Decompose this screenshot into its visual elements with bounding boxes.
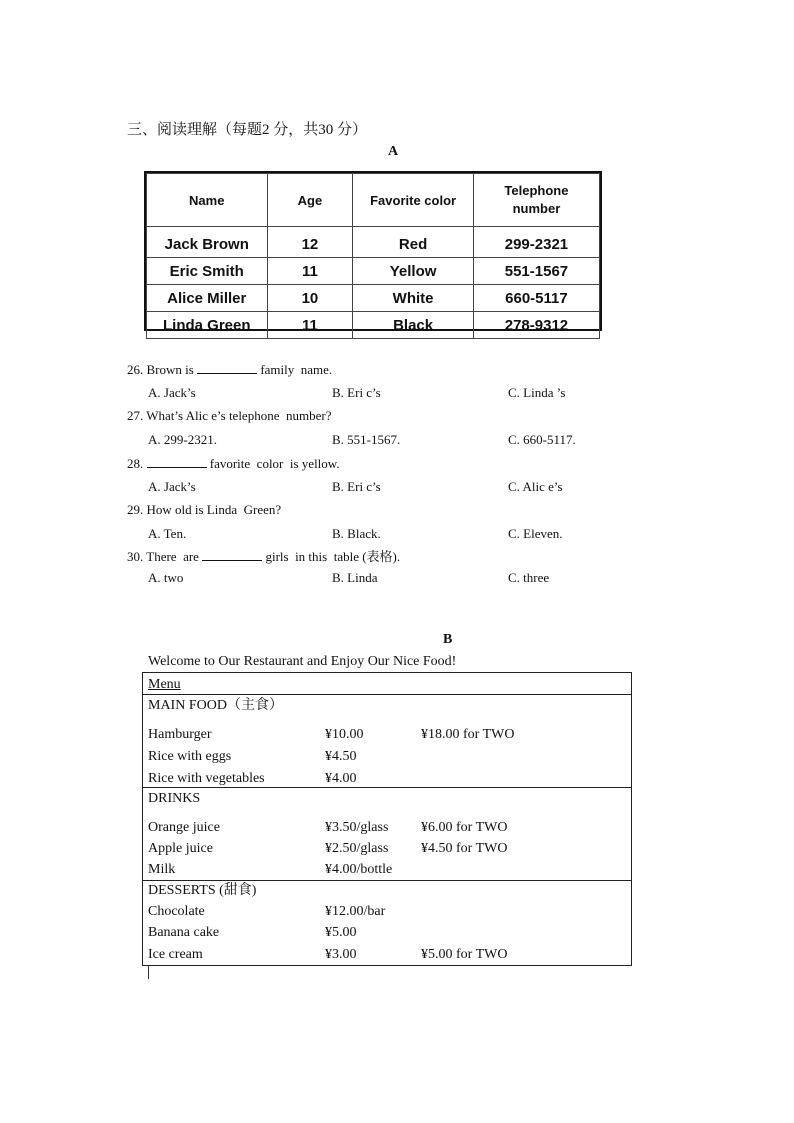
table-header: Favorite color: [353, 174, 474, 227]
menu-item-deal: ¥18.00 for TWO: [421, 727, 515, 742]
option-b: B. 551-1567.: [332, 432, 401, 447]
menu-item-name: Orange juice: [148, 820, 220, 835]
answer-blank: [202, 548, 262, 561]
question-stem: family name.: [257, 362, 333, 377]
menu-item-price: ¥5.00: [325, 925, 357, 940]
menu-item-deal: ¥6.00 for TWO: [421, 820, 508, 835]
table-header-row: [147, 174, 600, 227]
table-row: [147, 227, 600, 258]
table-cell: 299-2321: [473, 227, 599, 258]
menu-section-heading: MAIN FOOD（主食）: [148, 698, 283, 713]
option-a: A. Ten.: [148, 526, 187, 541]
table-cell: Red: [353, 227, 474, 258]
question-26: [127, 361, 332, 378]
table-header: Name: [147, 174, 268, 227]
question-28: [127, 455, 340, 472]
menu-item-price: ¥4.00/bottle: [325, 862, 393, 877]
menu-item-price: ¥4.00: [325, 771, 357, 786]
question-27: [127, 408, 331, 424]
menu-item-deal: ¥4.50 for TWO: [421, 841, 508, 856]
question-stem: 28.: [127, 456, 147, 471]
table-row: [147, 258, 600, 285]
table-cell: Eric Smith: [147, 258, 268, 285]
option-b: B. Black.: [332, 526, 381, 541]
option-c: C. three: [508, 570, 550, 585]
menu-item-price: ¥3.00: [325, 947, 357, 962]
menu-title: Menu: [148, 677, 181, 692]
menu-item-deal: ¥5.00 for TWO: [421, 947, 508, 962]
table-cell: Linda Green: [147, 312, 268, 339]
option-c: C. 660-5117.: [508, 432, 576, 447]
table-cell: 551-1567: [473, 258, 599, 285]
part-a-label: A: [388, 144, 399, 159]
option-a: A. Jack’s: [148, 479, 196, 494]
option-c: C. Alic e’s: [508, 479, 563, 494]
option-a: A. Jack’s: [148, 385, 196, 400]
table-cell: White: [353, 285, 474, 312]
table-cell: 11: [267, 312, 353, 339]
divider: [143, 880, 631, 881]
table-row: [147, 285, 600, 312]
menu-item-name: Rice with eggs: [148, 749, 232, 764]
table-header: [473, 174, 599, 227]
table-cell: 660-5117: [473, 285, 599, 312]
question-30: [127, 548, 400, 565]
question-29: [127, 502, 281, 518]
table-row: [147, 312, 600, 339]
menu-item-name: Chocolate: [148, 904, 205, 919]
table-cell: 10: [267, 285, 353, 312]
menu-item-name: Hamburger: [148, 727, 212, 742]
part-b-label: B: [443, 632, 453, 647]
option-b: B. Linda: [332, 570, 378, 585]
table-cell: Yellow: [353, 258, 474, 285]
menu-item-name: Rice with vegetables: [148, 771, 265, 786]
question-stem: 30. There are: [127, 549, 203, 564]
option-b: B. Eri c’s: [332, 385, 381, 400]
divider: [143, 694, 631, 695]
section-title: 三、阅读理解（每题2 分，共30 分）: [127, 122, 368, 138]
question-stem: 26. Brown is: [127, 362, 198, 377]
table-cell: Black: [353, 312, 474, 339]
question-stem: 27. What’s Alic e’s telephone number?: [127, 408, 332, 423]
question-stem: 29. How old is Linda Green?: [127, 502, 282, 517]
menu-item-price: ¥3.50/glass: [325, 820, 389, 835]
table-cell: Alice Miller: [147, 285, 268, 312]
info-table: [144, 171, 602, 334]
option-c: C. Linda ’s: [508, 385, 566, 400]
menu-welcome: Welcome to Our Restaurant and Enjoy Our Nice Food!: [148, 654, 457, 669]
menu-item-name: Banana cake: [148, 925, 220, 940]
answer-blank: [197, 361, 257, 374]
option-c: C. Eleven.: [508, 526, 563, 541]
answer-blank: [147, 455, 207, 468]
menu-item-price: ¥12.00/bar: [325, 904, 386, 919]
menu-section-heading: DESSERTS (甜食): [148, 883, 257, 898]
menu-item-price: ¥2.50/glass: [325, 841, 389, 856]
table-cell: 278-9312: [473, 312, 599, 339]
menu-item-name: Ice cream: [148, 947, 203, 962]
table-cell: 12: [267, 227, 353, 258]
table-header: Age: [267, 174, 353, 227]
option-a: A. 299-2321.: [148, 432, 217, 447]
menu-item-price: ¥10.00: [325, 727, 364, 742]
table-cell: 11: [267, 258, 353, 285]
option-a: A. two: [148, 570, 184, 585]
table-cell: Jack Brown: [147, 227, 268, 258]
menu-item-price: ¥4.50: [325, 749, 357, 764]
menu-item-name: Apple juice: [148, 841, 213, 856]
question-stem: favorite color is yellow.: [206, 456, 340, 471]
option-b: B. Eri c’s: [332, 479, 381, 494]
menu-item-name: Milk: [148, 862, 176, 877]
text-cursor: [148, 966, 149, 979]
question-stem: girls in this table (表格).: [262, 549, 401, 564]
menu-section-heading: DRINKS: [148, 791, 201, 806]
table-header-text: Telephone number: [504, 183, 569, 216]
